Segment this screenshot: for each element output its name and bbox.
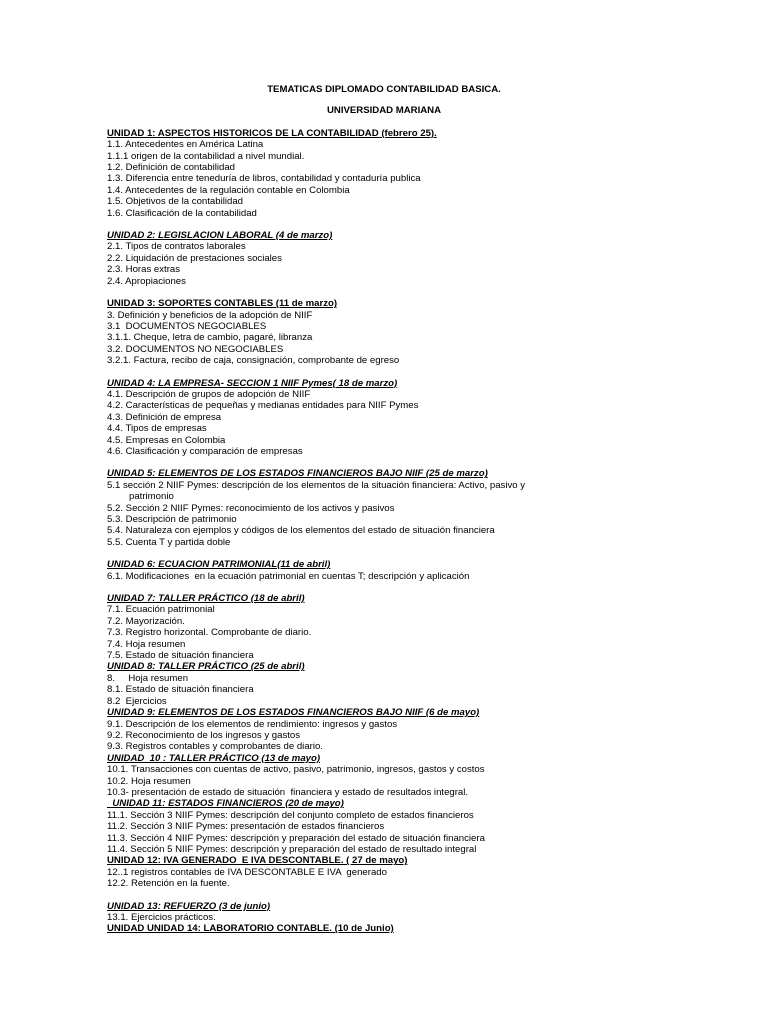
unit-item: 8. Hoja resumen bbox=[107, 672, 189, 684]
unit-item: 2.1. Tipos de contratos laborales bbox=[107, 241, 246, 253]
unit-item: 9.2. Reconocimiento de los ingresos y gastos bbox=[107, 729, 301, 741]
unit-item: 4.2. Características de pequeñas y medianas entidades para NIIF Pymes bbox=[107, 400, 419, 412]
unit-item: 11.1. Sección 3 NIIF Pymes: descripción del conjunto completo de estados financieros bbox=[107, 809, 474, 821]
unit-item: patrimonio bbox=[129, 491, 174, 503]
unit-item: 4.3. Definición de empresa bbox=[107, 411, 222, 423]
unit-item: 7.1. Ecuación patrimonial bbox=[107, 604, 215, 616]
unit-heading: UNIDAD 5: ELEMENTOS DE LOS ESTADOS FINANCIEROS BAJO NIIF (25 de marzo) bbox=[107, 468, 488, 480]
unit-item: 4.5. Empresas en Colombia bbox=[107, 434, 226, 446]
unit-item: 5.1 sección 2 NIIF Pymes: descripción de los elementos de la situación financiera: Activo, pasivo y bbox=[107, 479, 526, 491]
unit-heading: UNIDAD 3: SOPORTES CONTABLES (11 de marzo) bbox=[107, 298, 338, 310]
unit-section bbox=[107, 468, 727, 548]
unit-item: 2.3. Horas extras bbox=[107, 264, 181, 276]
unit-item: 1.4. Antecedentes de la regulación contable en Colombia bbox=[107, 184, 350, 196]
unit-item: 9.1. Descripción de los elementos de rendimiento: ingresos y gastos bbox=[107, 718, 398, 730]
unit-item: 11.2. Sección 3 NIIF Pymes: presentación de estados financieros bbox=[107, 821, 385, 833]
unit-item: 5.3. Descripción de patrimonio bbox=[107, 514, 237, 525]
unit-item: 11.3. Sección 4 NIIF Pymes: descripción y preparación del estado de situación financiera bbox=[107, 832, 485, 844]
unit-heading: UNIDAD 1: ASPECTOS HISTORICOS DE LA CONTABILIDAD (febrero 25). bbox=[107, 127, 437, 139]
unit-item: 10.3- presentación de estado de situación financiera y estado de resultados integral. bbox=[107, 786, 469, 798]
unit-section bbox=[107, 923, 727, 934]
unit-item: 3.2. DOCUMENTOS NO NEGOCIABLES bbox=[107, 343, 284, 355]
unit-item: 8.2 Ejercicios bbox=[107, 695, 167, 707]
unit-item: 1.5. Objetivos de la contabilidad bbox=[107, 196, 243, 208]
unit-section bbox=[107, 128, 727, 219]
unit-item: 1.1.1 origen de la contabilidad a nivel mundial. bbox=[107, 150, 305, 162]
unit-heading: UNIDAD 11: ESTADOS FINANCIEROS (20 de mayo) bbox=[107, 798, 344, 810]
unit-item: 3. Definición y beneficios de la adopción de NIIF bbox=[107, 309, 313, 321]
unit-section bbox=[107, 855, 727, 889]
unit-item: 1.1. Antecedentes en América Latina bbox=[107, 139, 264, 151]
unit-item: 5.4. Naturaleza con ejemplos y códigos de los elementos del estado de situación financiera bbox=[107, 525, 495, 537]
unit-item: 9.3. Registros contables y comprobantes de diario. bbox=[107, 741, 323, 753]
unit-item: 3.1 DOCUMENTOS NEGOCIABLES bbox=[107, 320, 267, 332]
unit-item: 7.2. Mayorización. bbox=[107, 615, 185, 627]
unit-section bbox=[107, 753, 727, 799]
units-list bbox=[107, 128, 727, 935]
unit-heading: UNIDAD 6: ECUACION PATRIMONIAL(11 de abril) bbox=[107, 559, 331, 571]
unit-heading: UNIDAD 13: REFUERZO (3 de junio) bbox=[107, 900, 271, 912]
unit-item: 7.5. Estado de situación financiera bbox=[107, 650, 254, 662]
unit-section bbox=[107, 559, 727, 582]
unit-item: 4.6. Clasificación y comparación de empresas bbox=[107, 445, 303, 457]
unit-heading: UNIDAD 12: IVA GENERADO E IVA DESCONTABLE. ( 27 de mayo) bbox=[107, 855, 408, 867]
unit-item: 4.1. Descripción de grupos de adopción de NIIF bbox=[107, 388, 311, 400]
unit-section bbox=[107, 378, 727, 458]
unit-section bbox=[107, 298, 727, 366]
unit-item: 2.4. Apropiaciones bbox=[107, 275, 186, 287]
unit-heading: UNIDAD UNIDAD 14: LABORATORIO CONTABLE. (10 de Junio) bbox=[107, 923, 394, 935]
unit-item: 7.4. Hoja resumen bbox=[107, 638, 186, 650]
unit-item: 11.4. Sección 5 NIIF Pymes: descripción y preparación del estado de resultado integral bbox=[107, 843, 477, 855]
unit-heading: UNIDAD 9: ELEMENTOS DE LOS ESTADOS FINANCIEROS BAJO NIIF (6 de mayo) bbox=[107, 707, 480, 719]
unit-item: 1.3. Diferencia entre teneduría de libros, contabilidad y contaduría publica bbox=[107, 173, 421, 185]
unit-item: 12..1 registros contables de IVA DESCONTABLE E IVA generado bbox=[107, 866, 387, 878]
unit-section bbox=[107, 661, 727, 707]
unit-item: 10.1. Transacciones con cuentas de activo, pasivo, patrimonio, ingresos, gastos y costos bbox=[107, 764, 485, 776]
document-subtitle: UNIVERSIDAD MARIANA bbox=[326, 105, 442, 117]
unit-item: 12.2. Retención en la fuente. bbox=[107, 878, 230, 890]
unit-item: 1.2. Definición de contabilidad bbox=[107, 162, 236, 174]
unit-item: 5.5. Cuenta T y partida doble bbox=[107, 536, 231, 548]
unit-item: 10.2. Hoja resumen bbox=[107, 775, 191, 787]
unit-item: 2.2. Liquidación de prestaciones sociales bbox=[107, 252, 282, 264]
unit-item: 3.1.1. Cheque, letra de cambio, pagaré, libranza bbox=[107, 332, 313, 344]
unit-section bbox=[107, 707, 727, 753]
document-title: TEMATICAS DIPLOMADO CONTABILIDAD BASICA. bbox=[267, 84, 501, 95]
unit-item: 5.2. Sección 2 NIIF Pymes: reconocimiento de los activos y pasivos bbox=[107, 502, 395, 514]
unit-item: 3.2.1. Factura, recibo de caja, consignación, comprobante de egreso bbox=[107, 355, 400, 367]
unit-item: 6.1. Modificaciones en la ecuación patrimonial en cuentas T; descripción y aplicación bbox=[107, 570, 470, 582]
unit-item: 7.3. Registro horizontal. Comprobante de diario. bbox=[107, 627, 312, 639]
unit-section bbox=[107, 798, 727, 855]
unit-item: 8.1. Estado de situación financiera bbox=[107, 684, 254, 696]
unit-section bbox=[107, 593, 727, 661]
unit-section bbox=[107, 901, 727, 924]
unit-heading: UNIDAD 7: TALLER PRÁCTICO (18 de abril) bbox=[107, 593, 305, 605]
unit-heading: UNIDAD 2: LEGISLACION LABORAL (4 de marzo) bbox=[107, 230, 333, 242]
unit-heading: UNIDAD 4: LA EMPRESA- SECCION 1 NIIF Pymes( 18 de marzo) bbox=[107, 377, 398, 389]
unit-section bbox=[107, 230, 727, 287]
unit-item: 4.4. Tipos de empresas bbox=[107, 423, 207, 435]
unit-item: 1.6. Clasificación de la contabilidad bbox=[107, 207, 257, 219]
unit-heading: UNIDAD 8: TALLER PRÁCTICO (25 de abril) bbox=[107, 661, 305, 673]
unit-heading: UNIDAD 10 : TALLER PRÁCTICO (13 de mayo) bbox=[107, 752, 321, 764]
unit-item: 13.1. Ejercicios prácticos. bbox=[107, 912, 216, 923]
document-body bbox=[107, 84, 727, 935]
